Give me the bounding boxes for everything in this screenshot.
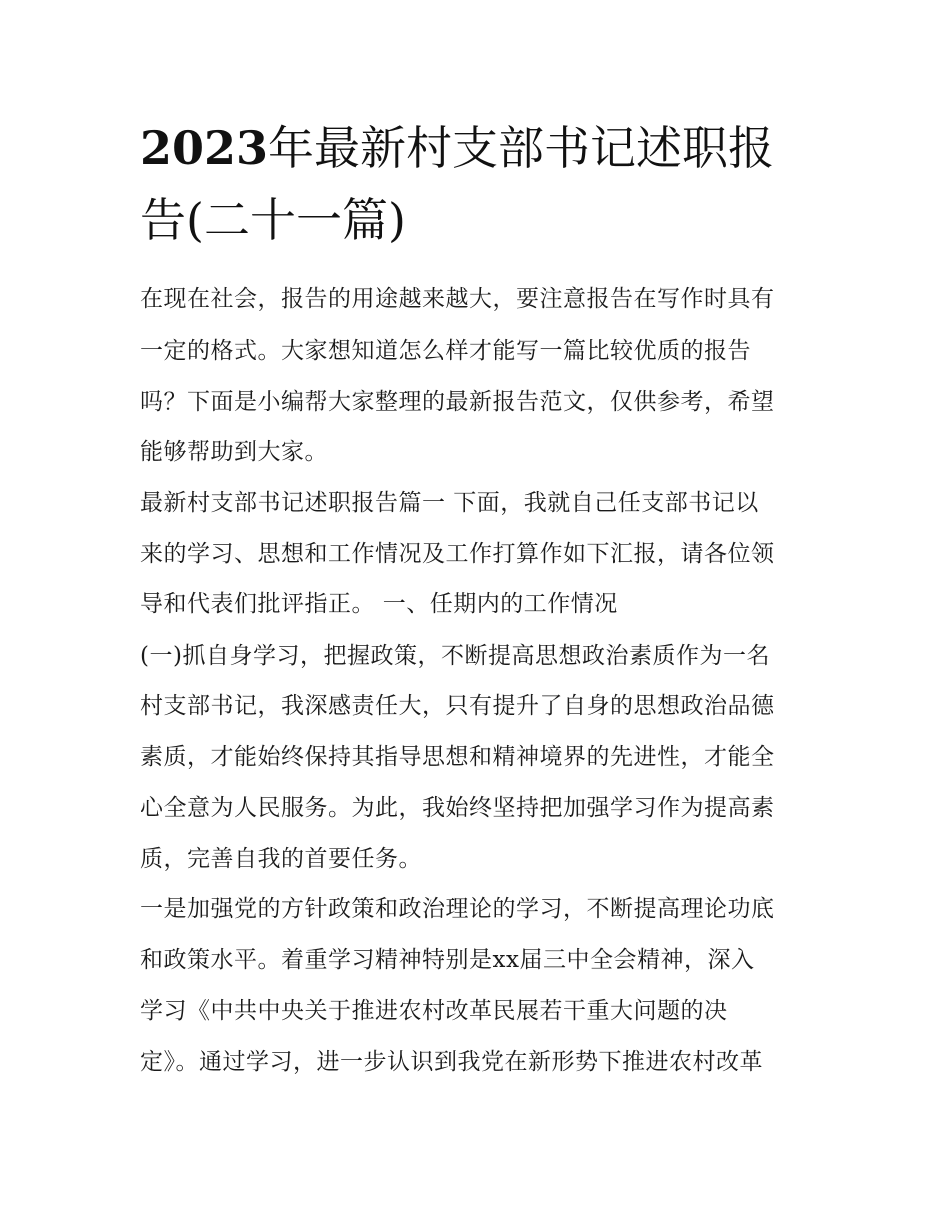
body-line: 最新村支部书记述职报告篇一 下面，我就自己任支部书记以 bbox=[140, 490, 759, 516]
document-title bbox=[140, 112, 820, 256]
body-line: 吗？下面是小编帮大家整理的最新报告范文，仅供参考，希望 bbox=[140, 389, 775, 415]
body-line: 一定的格式。大家想知道怎么样才能写一篇比较优质的报告 bbox=[140, 338, 751, 364]
body-line: (一)抓自身学习，把握政策，不断提高思想政治素质作为一名 bbox=[140, 643, 770, 669]
body-line: 和政策水平。着重学习精神特别是xx届三中全会精神，深入 bbox=[140, 947, 755, 973]
body-line: 素质，才能始终保持其指导思想和精神境界的先进性，才能全 bbox=[140, 744, 775, 770]
body-line: 定》。通过学习，进一步认识到我党在新形势下推进农村改革 bbox=[140, 1049, 763, 1075]
body-line: 村支部书记，我深感责任大，只有提升了自身的思想政治品德 bbox=[140, 693, 775, 719]
body-line: 学习《中共中央关于推进农村改革民展若干重大问题的决 bbox=[140, 998, 728, 1024]
body-line: 在现在社会，报告的用途越来越大，要注意报告在写作时具有 bbox=[140, 286, 775, 312]
body-line: 一是加强党的方针政策和政治理论的学习，不断提高理论功底 bbox=[140, 896, 775, 922]
body-line: 导和代表们批评指正。 一、任期内的工作情况 bbox=[140, 591, 618, 617]
body-line: 心全意为人民服务。为此，我始终坚持把加强学习作为提高素 bbox=[140, 795, 775, 821]
title-year: 2023 bbox=[140, 121, 269, 175]
title-text: 年最新村支部书记述职报告(二十一篇) bbox=[140, 121, 775, 247]
body-line: 能够帮助到大家。 bbox=[140, 439, 328, 465]
body-line: 质，完善自我的首要任务。 bbox=[140, 846, 422, 872]
body-line: 来的学习、思想和工作情况及工作打算作如下汇报，请各位领 bbox=[140, 541, 775, 567]
